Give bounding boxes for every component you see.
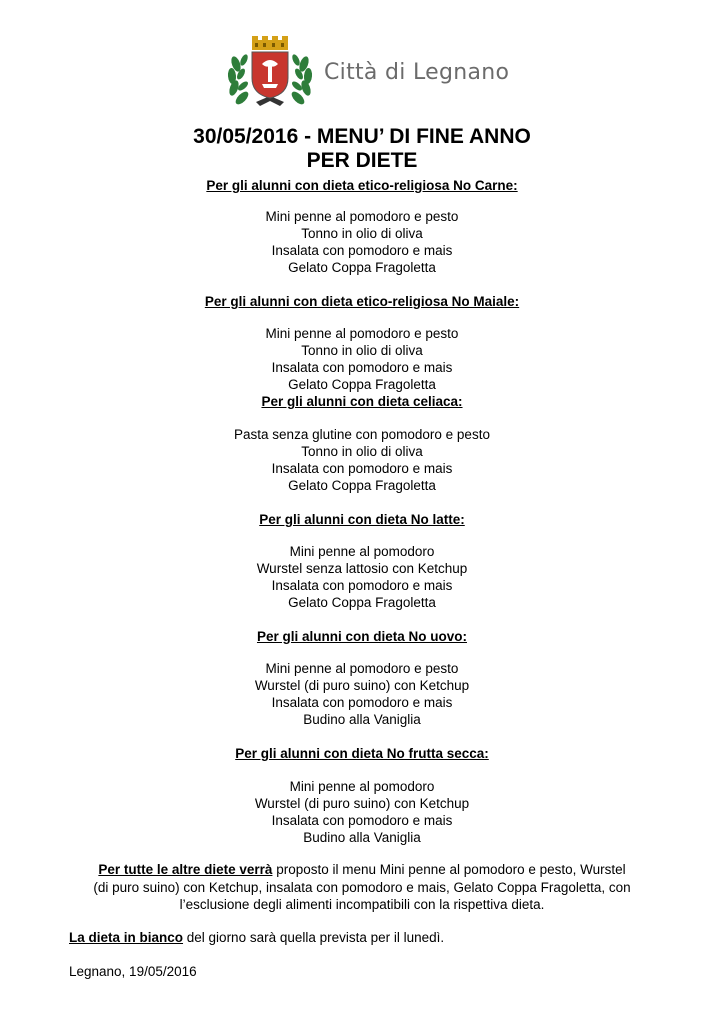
menu-item: Mini penne al pomodoro <box>289 779 435 794</box>
white-diet-text: del giorno sarà quella prevista per il lunedì. <box>183 930 445 945</box>
menu-item: Pasta senza glutine con pomodoro e pesto <box>234 427 490 442</box>
section-heading-no-maiale: Per gli alunni con dieta etico-religiosa No Maiale: <box>204 294 520 309</box>
menu-item: Insalata con pomodoro e mais <box>271 360 453 375</box>
menu-item: Insalata con pomodoro e mais <box>271 461 453 476</box>
section-heading-no-uovo: Per gli alunni con dieta No uovo: <box>256 629 467 644</box>
menu-list-no-maiale <box>0 325 724 393</box>
white-diet-lead: La dieta in bianco <box>69 930 184 945</box>
place-date: Legnano, 19/05/2016 <box>69 964 197 979</box>
menu-list-no-uovo <box>0 660 724 728</box>
other-diets-text-3: l’esclusione degli alimenti incompatibili con la rispettiva dieta. <box>179 897 545 912</box>
menu-item: Wurstel (di puro suino) con Ketchup <box>254 678 470 693</box>
menu-item: Mini penne al pomodoro e pesto <box>265 661 459 676</box>
menu-item: Budino alla Vaniglia <box>303 830 421 845</box>
section-heading-celiaca: Per gli alunni con dieta celiaca: <box>261 394 463 409</box>
menu-item: Tonno in olio di oliva <box>301 226 423 241</box>
menu-item: Insalata con pomodoro e mais <box>271 578 453 593</box>
other-diets-text-1: proposto il menu Mini penne al pomodoro e pesto, Wurstel <box>272 862 626 877</box>
menu-item: Insalata con pomodoro e mais <box>271 813 453 828</box>
city-name: Città di Legnano <box>324 60 510 85</box>
other-diets-note <box>60 861 664 914</box>
menu-item: Wurstel (di puro suino) con Ketchup <box>254 796 470 811</box>
menu-list-no-carne <box>0 208 724 276</box>
menu-item: Budino alla Vaniglia <box>303 712 421 727</box>
header <box>222 34 512 110</box>
menu-item: Gelato Coppa Fragoletta <box>288 478 436 493</box>
menu-item: Insalata con pomodoro e mais <box>271 243 453 258</box>
menu-item: Tonno in olio di oliva <box>301 444 423 459</box>
section-heading-no-frutta-secca: Per gli alunni con dieta No frutta secca: <box>235 746 489 761</box>
menu-item: Gelato Coppa Fragoletta <box>288 377 436 392</box>
section-heading-no-latte: Per gli alunni con dieta No latte: <box>259 512 465 527</box>
menu-item: Mini penne al pomodoro e pesto <box>265 209 459 224</box>
coat-of-arms-logo <box>222 34 318 110</box>
section-heading-no-carne: Per gli alunni con dieta etico-religiosa No Carne: <box>206 178 518 193</box>
menu-item: Gelato Coppa Fragoletta <box>288 595 436 610</box>
menu-list-no-latte <box>0 543 724 611</box>
menu-item: Gelato Coppa Fragoletta <box>288 260 436 275</box>
other-diets-text-2: (di puro suino) con Ketchup, insalata con pomodoro e mais, Gelato Coppa Fragoletta, con <box>93 879 631 895</box>
menu-item: Insalata con pomodoro e mais <box>271 695 453 710</box>
menu-item: Mini penne al pomodoro <box>289 544 435 559</box>
menu-item: Mini penne al pomodoro e pesto <box>265 326 459 341</box>
menu-item: Tonno in olio di oliva <box>301 343 423 358</box>
white-diet-note <box>69 929 444 946</box>
menu-item: Wurstel senza lattosio con Ketchup <box>256 561 468 576</box>
menu-list-celiaca <box>0 426 724 494</box>
other-diets-lead: Per tutte le altre diete verrà <box>98 862 273 877</box>
page-title-line2: PER DIETE <box>306 149 418 172</box>
page-title-line1: 30/05/2016 - MENU’ DI FINE ANNO <box>193 125 531 148</box>
menu-list-no-frutta-secca <box>0 778 724 846</box>
